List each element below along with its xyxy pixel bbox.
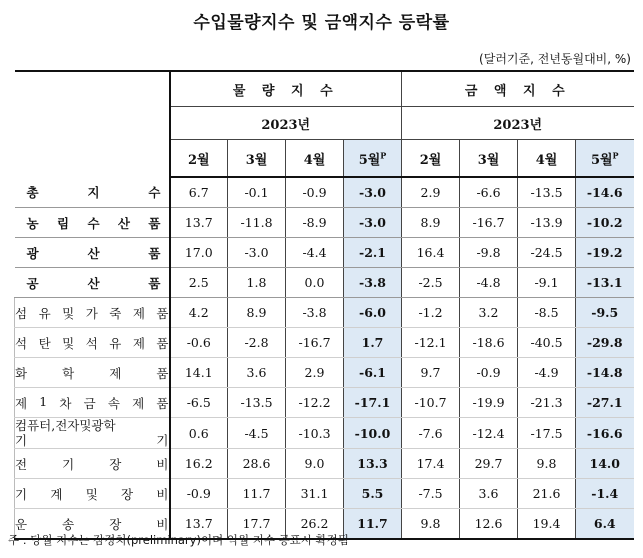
- value-cell: -13.9: [518, 208, 576, 238]
- value-cell: 2.9: [402, 177, 460, 208]
- table-row: [15, 449, 634, 479]
- volume-cell: 13.7: [170, 509, 228, 540]
- value-cell: 9.7: [402, 358, 460, 388]
- value-cell: -9.1: [518, 268, 576, 298]
- value-cell: -9.5: [576, 298, 634, 328]
- volume-cell: -10.0: [344, 418, 402, 449]
- volume-cell: -3.0: [228, 238, 286, 268]
- value-cell: -16.7: [460, 208, 518, 238]
- value-cell: -24.5: [518, 238, 576, 268]
- value-year-header: 2023년: [402, 107, 634, 140]
- table-row: [15, 177, 634, 208]
- row-header-empty: [15, 71, 170, 177]
- value-cell: -14.6: [576, 177, 634, 208]
- row-label: 컴퓨터,전자및광학 기 기: [15, 418, 169, 448]
- row-label: 전 기 장 비: [15, 449, 170, 479]
- table-row: [15, 328, 634, 358]
- value-cell: -12.1: [402, 328, 460, 358]
- value-cell: -4.9: [518, 358, 576, 388]
- value-cell: -14.8: [576, 358, 634, 388]
- volume-year-header: 2023년: [170, 107, 402, 140]
- value-group-header: 금 액 지 수: [402, 71, 634, 107]
- volume-cell: 6.7: [170, 177, 228, 208]
- volume-cell: 31.1: [286, 479, 344, 509]
- value-cell: -16.6: [576, 418, 634, 449]
- value-cell: -19.9: [460, 388, 518, 418]
- value-cell: -10.2: [576, 208, 634, 238]
- page-title: 수입물량지수 및 금액지수 등락률: [193, 13, 450, 33]
- value-cell: 12.6: [460, 509, 518, 540]
- value-cell: -1.4: [576, 479, 634, 509]
- value-cell: 16.4: [402, 238, 460, 268]
- value-cell: 14.0: [576, 449, 634, 479]
- value-cell: -7.6: [402, 418, 460, 449]
- volume-cell: 16.2: [170, 449, 228, 479]
- volume-cell: -0.9: [170, 479, 228, 509]
- volume-group-header: 물 량 지 수: [170, 71, 402, 107]
- value-cell: 3.6: [460, 479, 518, 509]
- volume-cell: -0.6: [170, 328, 228, 358]
- value-cell: -1.2: [402, 298, 460, 328]
- month-header: 4월: [286, 140, 344, 178]
- volume-cell: 0.0: [286, 268, 344, 298]
- value-cell: 8.9: [402, 208, 460, 238]
- value-cell: 6.4: [576, 509, 634, 540]
- volume-cell: -3.0: [344, 177, 402, 208]
- value-cell: -13.1: [576, 268, 634, 298]
- month-header-prelim: 5월$^P$: [576, 140, 634, 178]
- table-row: [15, 268, 634, 298]
- row-label: 공 산 품: [15, 268, 170, 298]
- month-header: 3월: [460, 140, 518, 178]
- volume-cell: -16.7: [286, 328, 344, 358]
- value-cell: 3.2: [460, 298, 518, 328]
- volume-cell: -4.5: [228, 418, 286, 449]
- value-cell: -10.7: [402, 388, 460, 418]
- value-cell: -4.8: [460, 268, 518, 298]
- volume-cell: 0.6: [170, 418, 228, 449]
- volume-cell: -10.3: [286, 418, 344, 449]
- volume-cell: 13.7: [170, 208, 228, 238]
- volume-cell: 5.5: [344, 479, 402, 509]
- value-cell: 17.4: [402, 449, 460, 479]
- volume-cell: -4.4: [286, 238, 344, 268]
- row-label: 광 산 품: [15, 238, 170, 268]
- value-cell: -12.4: [460, 418, 518, 449]
- volume-cell: 8.9: [228, 298, 286, 328]
- table-row: [15, 238, 634, 268]
- value-cell: -0.9: [460, 358, 518, 388]
- volume-cell: -2.8: [228, 328, 286, 358]
- volume-cell: 11.7: [344, 509, 402, 540]
- volume-cell: 13.3: [344, 449, 402, 479]
- table-row: [15, 298, 634, 328]
- index-table: [14, 70, 634, 540]
- volume-cell: 1.8: [228, 268, 286, 298]
- table-body: [15, 177, 634, 539]
- month-header: 3월: [228, 140, 286, 178]
- row-label: 섬 유 및 가 죽 제 품: [15, 298, 170, 328]
- table-row: [15, 358, 634, 388]
- volume-cell: 2.5: [170, 268, 228, 298]
- volume-cell: 3.6: [228, 358, 286, 388]
- value-cell: -21.3: [518, 388, 576, 418]
- volume-cell: 28.6: [228, 449, 286, 479]
- value-cell: -40.5: [518, 328, 576, 358]
- volume-cell: -3.8: [286, 298, 344, 328]
- volume-cell: -8.9: [286, 208, 344, 238]
- table-row: [15, 418, 634, 449]
- value-cell: -8.5: [518, 298, 576, 328]
- value-cell: 9.8: [518, 449, 576, 479]
- row-label: 화 학 제 품: [15, 358, 170, 388]
- volume-cell: -6.0: [344, 298, 402, 328]
- volume-cell: -3.0: [344, 208, 402, 238]
- value-cell: 29.7: [460, 449, 518, 479]
- table-row: [15, 388, 634, 418]
- value-cell: -7.5: [402, 479, 460, 509]
- volume-cell: 14.1: [170, 358, 228, 388]
- volume-cell: 11.7: [228, 479, 286, 509]
- unit-note: (달러기준, 전년동월대비, %): [479, 52, 631, 66]
- value-cell: -17.5: [518, 418, 576, 449]
- month-header: 2월: [402, 140, 460, 178]
- month-header: 2월: [170, 140, 228, 178]
- value-cell: 9.8: [402, 509, 460, 540]
- volume-cell: -3.8: [344, 268, 402, 298]
- volume-cell: -6.5: [170, 388, 228, 418]
- row-label: 농 림 수 산 품: [15, 208, 170, 238]
- volume-cell: -0.9: [286, 177, 344, 208]
- volume-cell: 2.9: [286, 358, 344, 388]
- row-label: 운 송 장 비: [15, 509, 170, 540]
- value-cell: 19.4: [518, 509, 576, 540]
- volume-cell: -13.5: [228, 388, 286, 418]
- volume-cell: 17.7: [228, 509, 286, 540]
- footnote: 주 : 당월 지수는 잠정치(preliminary)이며 익월 지수 공표시 확정됨: [8, 533, 349, 547]
- value-cell: -9.8: [460, 238, 518, 268]
- row-label: 석 탄 및 석 유 제 품: [15, 328, 170, 358]
- table-row: [15, 479, 634, 509]
- month-header: 4월: [518, 140, 576, 178]
- row-label: 기 계 및 장 비: [15, 479, 170, 509]
- volume-cell: 9.0: [286, 449, 344, 479]
- table-row: [15, 208, 634, 238]
- value-cell: 21.6: [518, 479, 576, 509]
- volume-cell: -12.2: [286, 388, 344, 418]
- volume-cell: 4.2: [170, 298, 228, 328]
- volume-cell: -11.8: [228, 208, 286, 238]
- volume-cell: -17.1: [344, 388, 402, 418]
- volume-cell: 26.2: [286, 509, 344, 540]
- volume-cell: -2.1: [344, 238, 402, 268]
- value-cell: -29.8: [576, 328, 634, 358]
- row-label: 제 1 차 금 속 제 품: [15, 388, 170, 418]
- month-header-prelim: 5월$^P$: [344, 140, 402, 178]
- value-cell: -13.5: [518, 177, 576, 208]
- value-cell: -18.6: [460, 328, 518, 358]
- volume-cell: -6.1: [344, 358, 402, 388]
- volume-cell: 17.0: [170, 238, 228, 268]
- volume-cell: -0.1: [228, 177, 286, 208]
- row-label: 총 지 수: [15, 177, 170, 208]
- volume-cell: 1.7: [344, 328, 402, 358]
- value-cell: -27.1: [576, 388, 634, 418]
- value-cell: -6.6: [460, 177, 518, 208]
- value-cell: -19.2: [576, 238, 634, 268]
- value-cell: -2.5: [402, 268, 460, 298]
